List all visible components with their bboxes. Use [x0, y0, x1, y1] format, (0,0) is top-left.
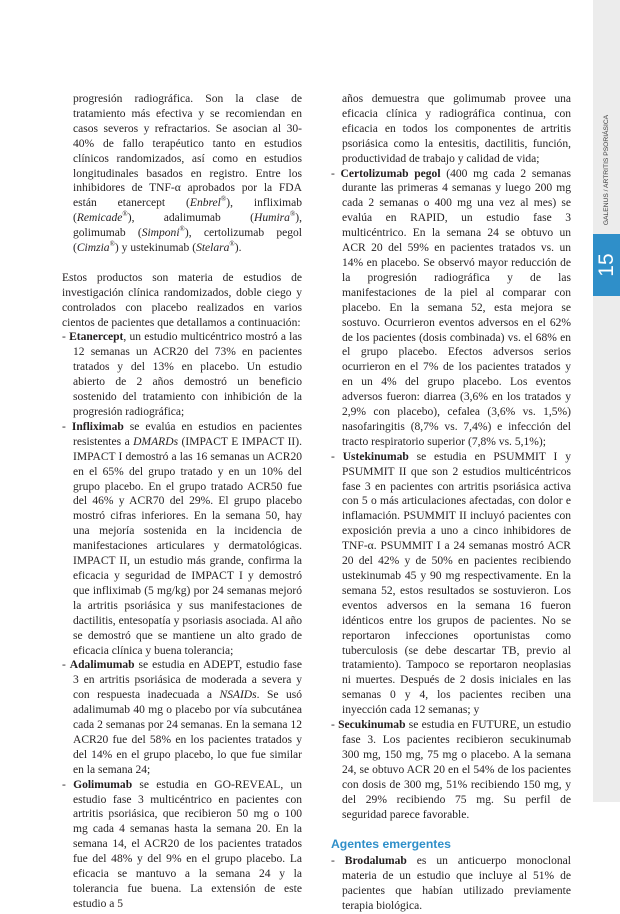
drug-name: Infliximab — [71, 420, 124, 433]
item-italic-term: DMARDs — [133, 435, 179, 448]
intro-text: progresión radiográfica. Son la clase de tratamiento más efectiva y se recomiendan en casos severos y refractarios. Se asocian al 30-40% de fallo terapéutico tanto en estudios clínicos randomizados, así como en estudios longitudinales basados en registro. Entre los inhibidores de TNF-α aprobados por la FDA están etanercept ( — [73, 93, 302, 210]
intro-text: ), infliximab ( — [73, 197, 302, 225]
intro-text: ), adalimumab ( — [127, 212, 254, 225]
drug-name: Etanercept — [69, 331, 124, 344]
list-dash: - — [62, 331, 70, 344]
registered-mark: ® — [229, 240, 235, 249]
intro-text: ), golimumab ( — [73, 212, 302, 240]
paragraph-gap — [62, 256, 302, 271]
list-dash: - — [331, 167, 341, 180]
registered-mark: ® — [109, 240, 115, 249]
item-text: (IMPACT E IMPACT II). IMPACT I demostró a las 16 semanas un ACR20 en el 65% del grupo tratado y en un 10% del grupo placebo. En el grupo tratado ACR50 fue del 46% y ACR70 del 29%. El grupo placebo mostró cifras inferiores. En la semana 50, hay una mejoría sostenida en la incidencia de manifestaciones articulares y dermatológicas. IMPACT II, un estudio más grande, confirma la eficacia y seguridad de IMPACT I y demostró que infliximab (5 mg/kg) por 24 semanas mejoró la artritis psoriásica y sus manifestaciones de dactilitis, entesopatía y psoriasis asociada. Al año se demostró que se mantiene un alto grado de eficacia clínica y buena tolerancia; — [73, 435, 302, 657]
list-item-ustekinumab — [331, 450, 571, 718]
left-column — [62, 92, 302, 912]
intro-paragraph — [62, 92, 302, 256]
list-item-brodalumab — [331, 854, 571, 914]
intro-text: ), certolizumab pegol ( — [73, 227, 302, 255]
intro-text: ). — [234, 242, 242, 255]
running-header: GALENUS / ARTRITIS PSORIÁSICA — [603, 114, 610, 226]
list-item-adalimumab — [62, 658, 302, 777]
registered-mark: ® — [289, 210, 296, 219]
item-text: (400 mg cada 2 semanas durante las primeras 4 semanas y luego 200 mg cada 2 semanas o 400 mg una vez al mes) se evalúa en RAPID, un estudio fase 3 multicéntrico. En la semana 24 se obtuvo un ACR 20 del 59% en pacientes tratados vs. un 14% en placebo. Se observó mayor reducción de la progresión radiográfica y de las manifestaciones de la piel al comparar con placebo. En la semana 52, esta mejora se sostuvo. Ocurrieron eventos adversos en el 62% de los pacientes (dosis combinada) vs. el 68% en el grupo placebo. Efectos adversos serios ocurrieron en el 7% de los pacientes tratados y en un 4% del grupo placebo. Los eventos adversos fueron: diarrea (3,6% en los tratados y 2,9% con placebo), cefalea (3,6% vs. 1,5%) nasofaringitis (8,7% vs. 7,4%) e infección del tracto respiratorio superior (7,8% vs. 5,1%); — [342, 167, 571, 448]
registered-mark: ® — [179, 225, 185, 234]
section-heading-emerging-agents: Agentes emergentes — [331, 837, 451, 852]
drug-name: Brodalumab — [344, 855, 407, 868]
list-dash: - — [62, 659, 70, 672]
intro-text: ) y ustekinumab ( — [114, 242, 197, 255]
drug-name: Certolizumab pegol — [340, 167, 441, 180]
item-text: , un estudio multicéntrico mostró a las 12 semanas un ACR20 del 73% en pacientes tratados y del 13% en placebo. Un estudio abierto de 2 años demostró un beneficio sostenido del tratamiento con inhibición de la progresión radiográfica; — [73, 331, 303, 419]
drug-name: Ustekinumab — [342, 450, 409, 463]
drug-name: Adalimumab — [69, 659, 135, 672]
list-dash: - — [331, 719, 339, 732]
brand-simponi: Simponi — [141, 227, 180, 240]
list-item-secukinumab — [331, 718, 571, 822]
list-item-certolizumab — [331, 167, 571, 450]
list-item-golimumab — [62, 778, 302, 912]
item-text: se evalúa en estudios en pacientes resistentes a — [73, 420, 303, 448]
list-dash: - — [62, 420, 72, 433]
item-italic-term: NSAIDs — [219, 689, 257, 702]
list-dash: - — [331, 855, 345, 868]
registered-mark: ® — [122, 210, 128, 219]
drug-name: Secukinumab — [338, 719, 406, 732]
item-text: se estudia en GO-REVEAL, un estudio fase 3 multicéntrico en pacientes con artritis psoriásica, que recibieron 50 mg o 100 mg cada 4 semanas hasta la semana 20. En la semana 14, el ACR20 de los pacientes tratados fue del 48% y del 9% en el grupo placebo. La eficacia se mantuvo a la semana 24 y la tolerancia fue buena. La extensión de este estudio a 5 — [73, 778, 303, 910]
item-text: se estudia en ADEPT, estudio fase 3 en artritis psoriásica de moderada a severa y con respuesta inadecuada a — [73, 659, 303, 702]
brand-humira: Humira — [254, 212, 290, 225]
brand-cimzia: Cimzia — [76, 242, 110, 255]
brand-remicade: Remicade — [76, 212, 123, 225]
list-dash: - — [62, 778, 74, 791]
studies-intro-paragraph: Estos productos son materia de estudios de investigación clínica randomizados, doble ciego y controlados con placebo realizados en varios cientos de pacientes que detallamos a continuación: — [62, 271, 302, 329]
brand-enbrel: Enbrel — [189, 197, 221, 210]
right-column — [331, 92, 571, 914]
continuation-paragraph: años demuestra que golimumab provee una eficacia clínica y radiográfica continua, con eficacia en todos los componentes de artritis psoriásica como la entesitis, dactilitis, función, productividad de trabajo y calidad de vida; — [342, 93, 571, 165]
drug-name: Golimumab — [73, 778, 133, 791]
running-header-prefix: GALENUS — [603, 193, 610, 226]
page-number: 15 — [595, 253, 618, 277]
list-item-etanercept — [62, 330, 302, 419]
list-dash: - — [331, 450, 343, 463]
item-text: . Se usó adalimumab 40 mg o placebo por vía subcutánea cada 2 semanas por 24 semanas. En la semana 12 ACR20 fue del 58% en los pacientes tratados y del 14% en el grupo placebo, lo que fue similar en la semana 24; — [73, 689, 303, 776]
page-number-box — [593, 234, 620, 296]
item-text: se estudia en FUTURE, un estudio fase 3. Los pacientes recibieron secukinumab 300 mg, 150 mg, 75 mg o placebo. A la semana 24, se obtuvo ACR 20 en el 54% de los pacientes con dosis de 300 mg, 51% recibiendo 150 mg, y del 29% recibiendo 75 mg. Su perfil de seguridad parece favorable. — [342, 719, 571, 821]
item-text: es un anticuerpo monoclonal materia de un estudio que incluye al 51% de pacientes que habían utilizado previamente terapia biológica. — [342, 855, 571, 913]
running-header-section: ARTRITIS PSORIÁSICA — [603, 114, 610, 188]
brand-stelara: Stelara — [196, 242, 230, 255]
list-item-infliximab — [62, 420, 302, 659]
registered-mark: ® — [220, 195, 227, 204]
item-text: se estudia en PSUMMIT I y PSUMMIT II que son 2 estudios multicéntricos fase 3 en pacientes con artritis psoriásica activa con 5 o más articulaciones afectadas, con dolor e inflamación. PSUMMIT II incluyó pacientes con exposición previa a uno a cinco inhibidores de TNF-α. PSUMMIT I a 24 semanas mostró ACR 20 del 42% y de 50% en pacientes recibiendo ustekinumab 45 y 90 mg respectivamente. En la semana 52, estos resultados se sostuvieron. Los eventos adversos en la semana 16 fueron idénticos entre los grupos de pacientes. No se reportaron infecciones oportunistas como tuberculosis (se debe descartar TB, previo al tratamiento). Tampoco se reportaron neoplasias ni muertes. Después de 2 dosis iniciales en las semanas 0 y 4, los pacientes reciben una inyección cada 12 semanas; y — [342, 450, 572, 717]
